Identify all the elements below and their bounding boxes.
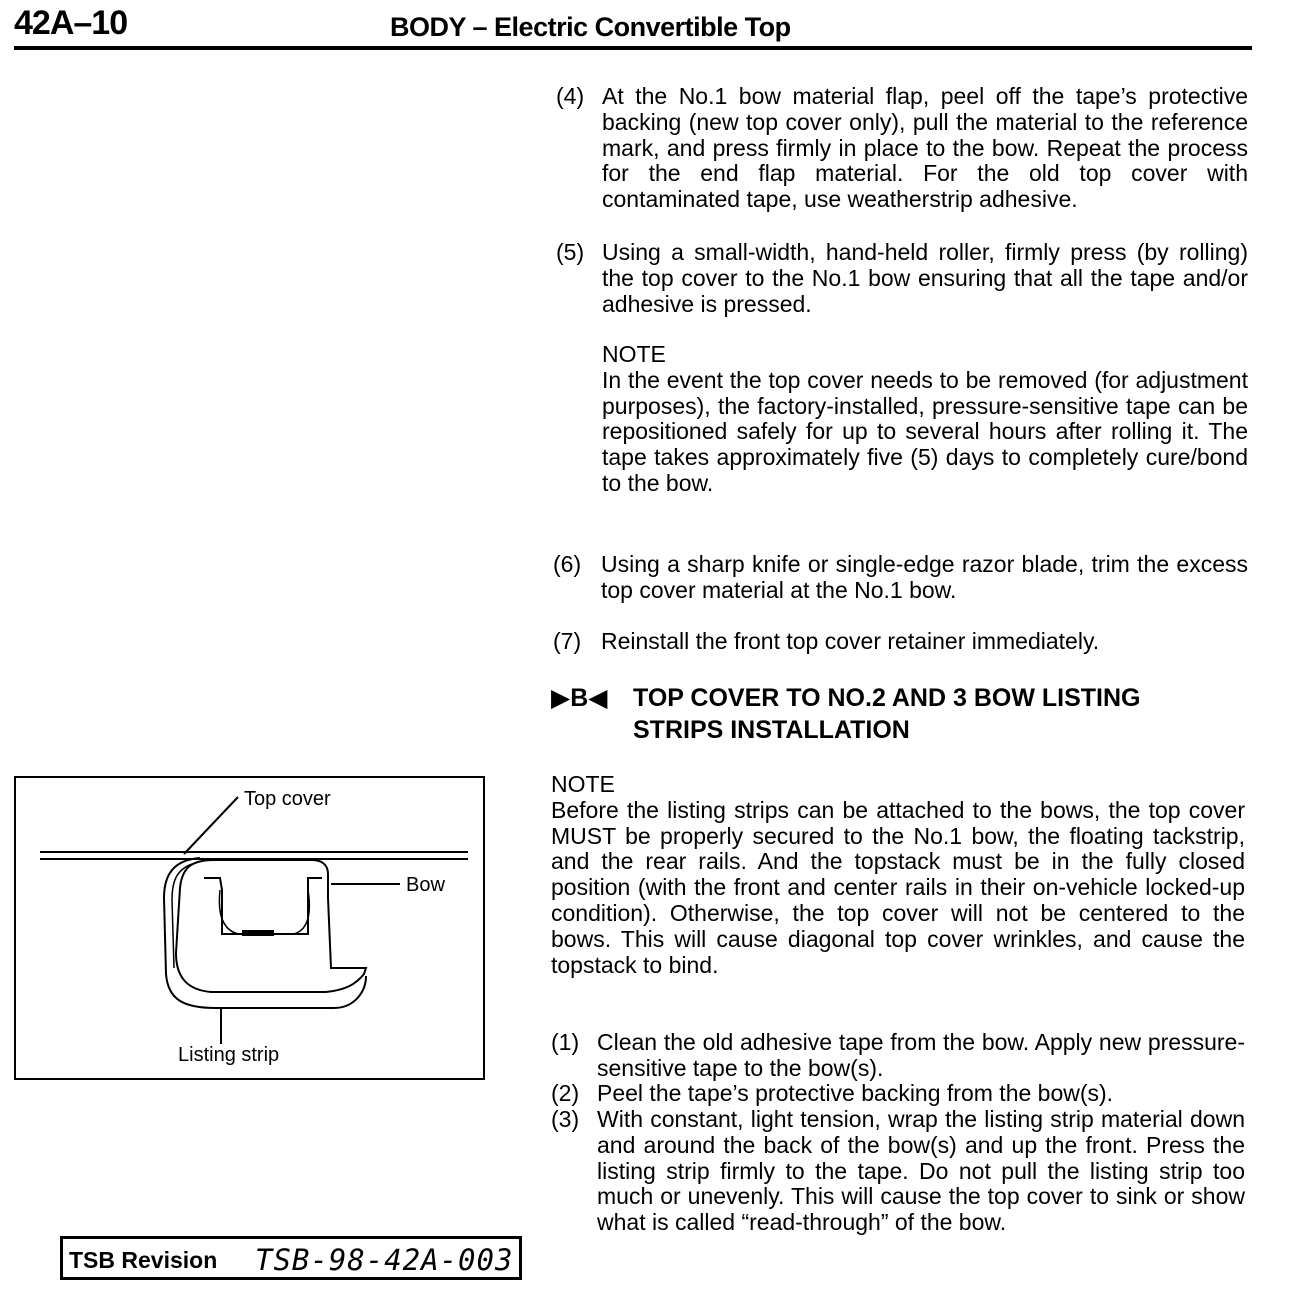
section-title-line1: TOP COVER TO NO.2 AND 3 BOW LISTING — [633, 684, 1141, 712]
step-number: (2) — [551, 1080, 580, 1106]
bow-cross-section-illustration — [16, 778, 483, 1078]
note-listing-strips — [551, 772, 1245, 978]
step-text: Reinstall the front top cover retainer immediately. — [601, 628, 1100, 654]
section-title-line2: STRIPS INSTALLATION — [633, 716, 910, 744]
section-marker: ▶B◀ — [551, 684, 608, 712]
tsb-revision-label: TSB Revision — [69, 1247, 218, 1273]
step-text: Clean the old adhesive tape from the bow. Apply new pressure-sensitive tape to the bow(s). — [597, 1029, 1245, 1081]
header-divider — [14, 46, 1252, 50]
step-3 — [551, 1107, 1245, 1289]
note-text: In the event the top cover needs to be removed (for adjustment purposes), the factory-installed, pressure-sensitive tape can be repositioned safely for up to several hours after rolling it. The tape takes approximately five (5) days to completely cure/bond to the bow. — [602, 366, 1248, 496]
note-rolling — [602, 342, 1248, 497]
step-text: Using a small-width, hand-held roller, firmly press (by rolling) the top cover to the No.1 bow ensuring that all the tape and/or adhesive is pressed. — [602, 239, 1248, 317]
step-1 — [551, 1030, 1245, 1082]
tsb-revision-box — [60, 1236, 522, 1280]
section-heading — [551, 682, 1140, 746]
bow-label: Bow — [406, 874, 445, 896]
step-7 — [553, 629, 1248, 657]
step-text: Using a sharp knife or single-edge razor blade, trim the excess top cover material at the No.1 bow. — [601, 551, 1248, 603]
step-number: (7) — [553, 628, 582, 654]
step-text: Peel the tape’s protective backing from the bow(s). — [597, 1080, 1114, 1106]
tsb-revision-code: TSB-98-42A-003 — [255, 1243, 514, 1277]
note-text: Before the listing strips can be attached to the bows, the top cover MUST be properly secured to the No.1 bow, the floating tackstrip, and the rear rails. And the topstack must be in the fully closed position (with the front and center rails in their on-vehicle locked-up condition). Otherwise, the top cover will not be centered to the bows. This will cause diagonal top cover wrinkles, and cause the topstack to bind. — [551, 796, 1245, 978]
step-2 — [551, 1081, 1245, 1108]
listing-strip-label: Listing strip — [178, 1044, 280, 1066]
step-5 — [556, 240, 1248, 318]
listing-strip-diagram — [14, 776, 485, 1080]
note-label: NOTE — [551, 771, 615, 797]
step-number: (5) — [556, 239, 585, 265]
note-label: NOTE — [602, 341, 666, 367]
top-cover-label: Top cover — [244, 788, 331, 810]
step-number: (3) — [551, 1106, 580, 1132]
step-number: (6) — [553, 551, 582, 577]
step-number: (4) — [556, 83, 585, 109]
step-4 — [556, 84, 1248, 240]
step-text: At the No.1 bow material flap, peel off the tape’s protective backing (new top cover only), pull the material to the reference mark, and press firmly in place to the bow. Repeat the process for the end flap material. For the old top cover with contaminated tape, use weatherstrip adhesive. — [602, 83, 1248, 213]
page-title: BODY – Electric Convertible Top — [390, 12, 791, 42]
step-6 — [553, 552, 1248, 630]
step-text: With constant, light tension, wrap the listing strip material down and around the back of the bow(s) and up the front. Press the listing strip firmly to the tape. Do not pull the listing strip too much or unevenly. This will cause the top cover to sink or show what is called “read-through” of the bow. — [597, 1106, 1245, 1236]
step-number: (1) — [551, 1029, 580, 1055]
page-number: 42A–10 — [14, 4, 128, 42]
